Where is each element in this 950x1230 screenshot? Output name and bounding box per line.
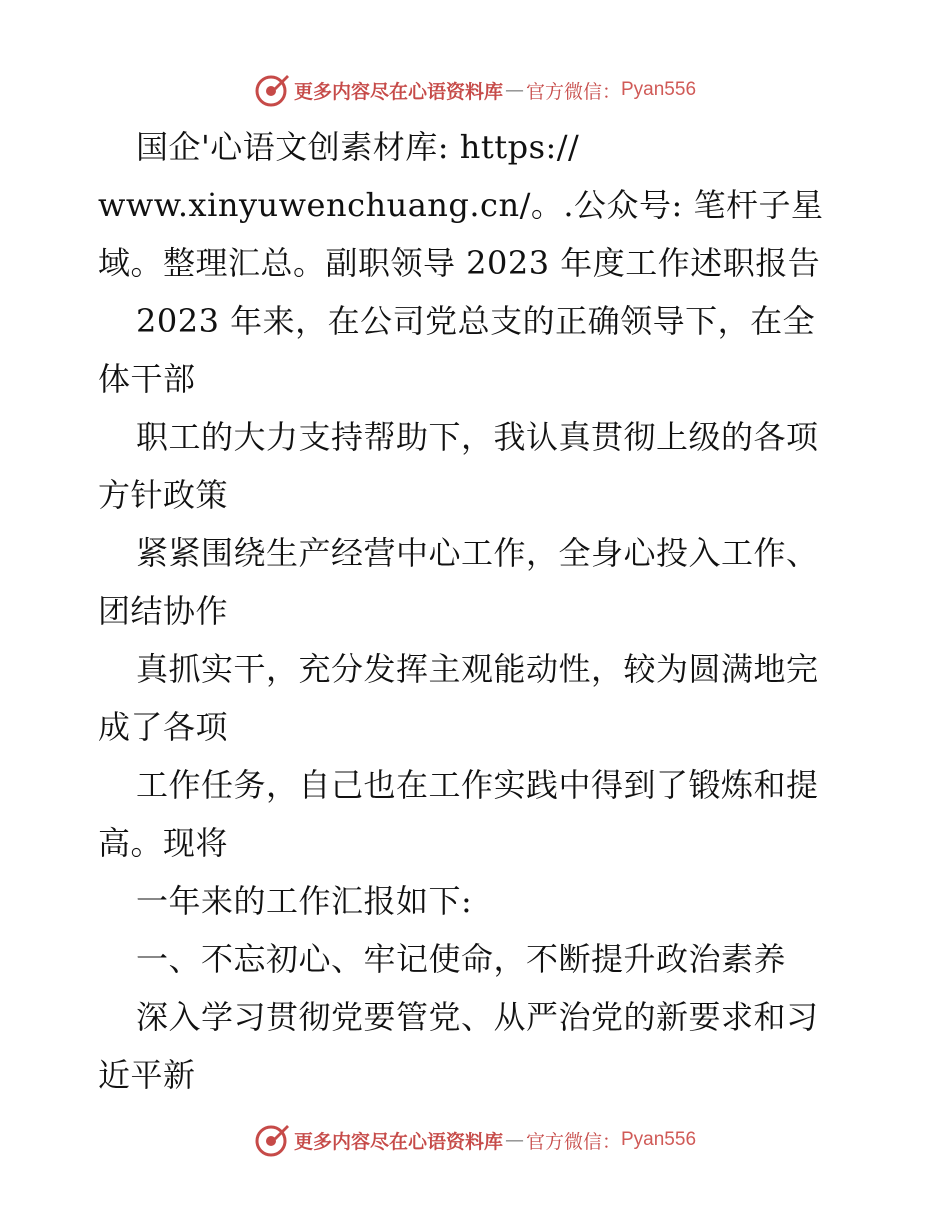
body-line: 一年来的工作汇报如下: xyxy=(136,882,473,920)
body-line: 域。整理汇总。副职领导 2023 年度工作述职报告 xyxy=(98,244,821,282)
section-heading: 一、不忘初心、牢记使命，不断提升政治素养 xyxy=(136,940,787,978)
header-watermark-banner xyxy=(0,70,950,110)
document-body xyxy=(98,118,858,1104)
body-line: 团结协作 xyxy=(98,592,229,630)
banner-wechat-label: 官方微信： xyxy=(525,80,621,103)
body-line: 成了各项 xyxy=(98,708,229,746)
body-line: 真抓实干，充分发挥主观能动性，较为圆满地完 xyxy=(136,650,819,688)
pen-logo-icon xyxy=(254,72,290,108)
body-line: 高。现将 xyxy=(98,824,229,862)
body-line: 职工的大力支持帮助下，我认真贯彻上级的各项 xyxy=(136,418,819,456)
banner-wechat-id: Pyan556 xyxy=(621,1129,697,1150)
banner-main-text: 更多内容尽在心语资料库 xyxy=(293,80,503,103)
banner-separator: — xyxy=(504,79,524,101)
banner-wechat-label: 官方微信： xyxy=(525,1130,621,1153)
banner-main-text: 更多内容尽在心语资料库 xyxy=(293,1130,503,1153)
footer-watermark-banner xyxy=(0,1120,950,1160)
body-line: 近平新 xyxy=(98,1056,196,1094)
body-line: 紧紧围绕生产经营中心工作，全身心投入工作、 xyxy=(136,534,819,572)
body-line: 2023 年来，在公司党总支的正确领导下，在全 xyxy=(136,302,816,340)
body-line: www.xinyuwenchuang.cn/。.公众号: 笔杆子星 xyxy=(98,186,824,224)
banner-separator: — xyxy=(504,1129,524,1151)
pen-logo-icon xyxy=(254,1122,290,1158)
body-line: 深入学习贯彻党要管党、从严治党的新要求和习 xyxy=(136,998,819,1036)
body-line: 方针政策 xyxy=(98,476,229,514)
banner-wechat-id: Pyan556 xyxy=(621,79,697,100)
body-line: 工作任务，自己也在工作实践中得到了锻炼和提 xyxy=(136,766,819,804)
body-line: 国企'心语文创素材库: https:// xyxy=(136,128,580,166)
body-line: 体干部 xyxy=(98,360,196,398)
